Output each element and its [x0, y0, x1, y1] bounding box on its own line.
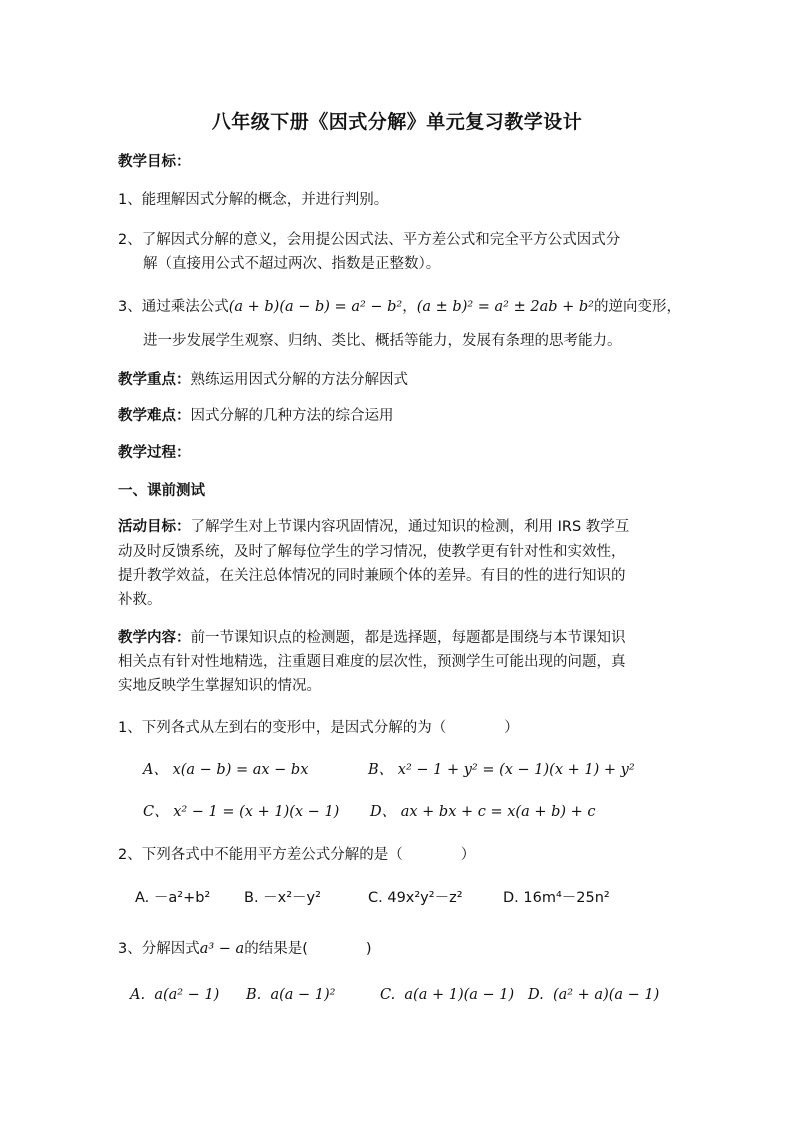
teaching-content-label: 教学内容：: [118, 630, 191, 646]
teaching-content-line-2: 相关点有针对性地精选，注重题目难度的层次性，预测学生可能出现的问题，真: [118, 654, 626, 670]
question-3-option-d: [528, 985, 659, 1005]
option-a-label: A.: [130, 987, 146, 1003]
activity-goal-text: 了解学生对上节课内容巩固情况，通过知识的检测，利用 IRS 教学互: [190, 519, 630, 535]
question-3-expression: a³ − a: [199, 941, 245, 957]
formula-perfect-square: (a ± b)² = a² ± 2ab + b²: [416, 299, 594, 315]
question-1-option-c: C、 x² − 1 = (x + 1)(x − 1): [143, 804, 340, 820]
difficult-point-label: 教学难点：: [118, 408, 191, 424]
section-1-heading: 一、课前测试: [118, 483, 205, 499]
teaching-content-line-1: [118, 628, 626, 648]
question-3-stem-prefix: 3、分解因式: [118, 941, 200, 957]
goal-3-suffix: 的逆向变形，: [593, 299, 681, 315]
question-2-option-c: C. 49x²y²－z²: [368, 890, 463, 906]
question-3-option-b: [246, 985, 336, 1005]
activity-goal-label: 活动目标：: [118, 519, 191, 535]
activity-goal-line-4: 补救。: [118, 592, 162, 608]
activity-goal-line-2: 动及时反馈系统，及时了解每位学生的学习情况，使教学更有针对性和实效性，: [118, 544, 626, 560]
goal-2-line-2: 解（直接用公式不超过两次、指数是正整数）。: [143, 256, 441, 272]
activity-goal-line-3: 提升教学效益，在关注总体情况的同时兼顾个体的差异。有目的性的进行知识的: [118, 568, 626, 584]
option-c-expression: a(a + 1)(a − 1): [404, 987, 515, 1003]
formula-difference-of-squares: (a + b)(a − b) = a² − b²: [228, 299, 403, 315]
goal-1: 1、能理解因式分解的概念，并进行判别。: [118, 192, 389, 208]
question-3-option-c: [380, 985, 514, 1005]
question-1-stem: 1、下列各式从左到右的变形中，是因式分解的为（ ）: [118, 720, 519, 736]
question-1-option-b: B、 x² − 1 + y² = (x − 1)(x + 1) + y²: [368, 762, 635, 778]
teaching-content-text: 前一节课知识点的检测题，都是选择题，每题都是围绕与本节课知识: [190, 630, 626, 646]
question-2-stem: 2、下列各式中不能用平方差公式分解的是（ ）: [118, 847, 476, 863]
option-b-expression: a(a − 1)²: [270, 987, 336, 1003]
difficult-point-text: 因式分解的几种方法的综合运用: [190, 408, 394, 424]
option-c-label: C.: [380, 987, 396, 1003]
question-1-option-d: D、 ax + bx + c = x(a + b) + c: [370, 804, 596, 820]
option-d-expression: (a² + a)(a − 1): [552, 987, 660, 1003]
goal-3-line-1: [118, 297, 681, 317]
question-3-option-a: [130, 985, 219, 1005]
question-2-option-d: D. 16m⁴－25n²: [503, 890, 610, 906]
activity-goal-line-1: [118, 517, 629, 537]
question-1-option-a: A、 x(a − b) = ax − bx: [143, 762, 309, 778]
question-2-option-a: A. －a²+b²: [135, 890, 211, 906]
goal-3-line-2: 进一步发展学生观察、归纳、类比、概括等能力，发展有条理的思考能力。: [143, 333, 622, 349]
difficult-point: [118, 406, 394, 426]
goals-heading: 教学目标：: [118, 154, 191, 170]
option-b-label: B.: [246, 987, 262, 1003]
goal-2-line-1: 2、了解因式分解的意义，会用提公因式法、平方差公式和完全平方公式因式分: [118, 232, 621, 248]
option-d-label: D.: [528, 987, 544, 1003]
question-2-option-b: B. －x²－y²: [244, 890, 321, 906]
goal-3-separator: ，: [402, 299, 417, 315]
teaching-content-line-3: 实地反映学生掌握知识的情况。: [118, 678, 321, 694]
option-a-expression: a(a² − 1): [154, 987, 220, 1003]
process-heading: 教学过程：: [118, 445, 191, 461]
page-title: 八年级下册《因式分解》单元复习教学设计: [211, 111, 583, 133]
goal-3-prefix: 3、通过乘法公式: [118, 299, 229, 315]
key-point-label: 教学重点：: [118, 372, 191, 388]
question-3-stem: [118, 939, 372, 959]
question-3-stem-suffix: 的结果是( ): [244, 941, 372, 957]
key-point-text: 熟练运用因式分解的方法分解因式: [190, 372, 408, 388]
key-point: [118, 370, 408, 390]
